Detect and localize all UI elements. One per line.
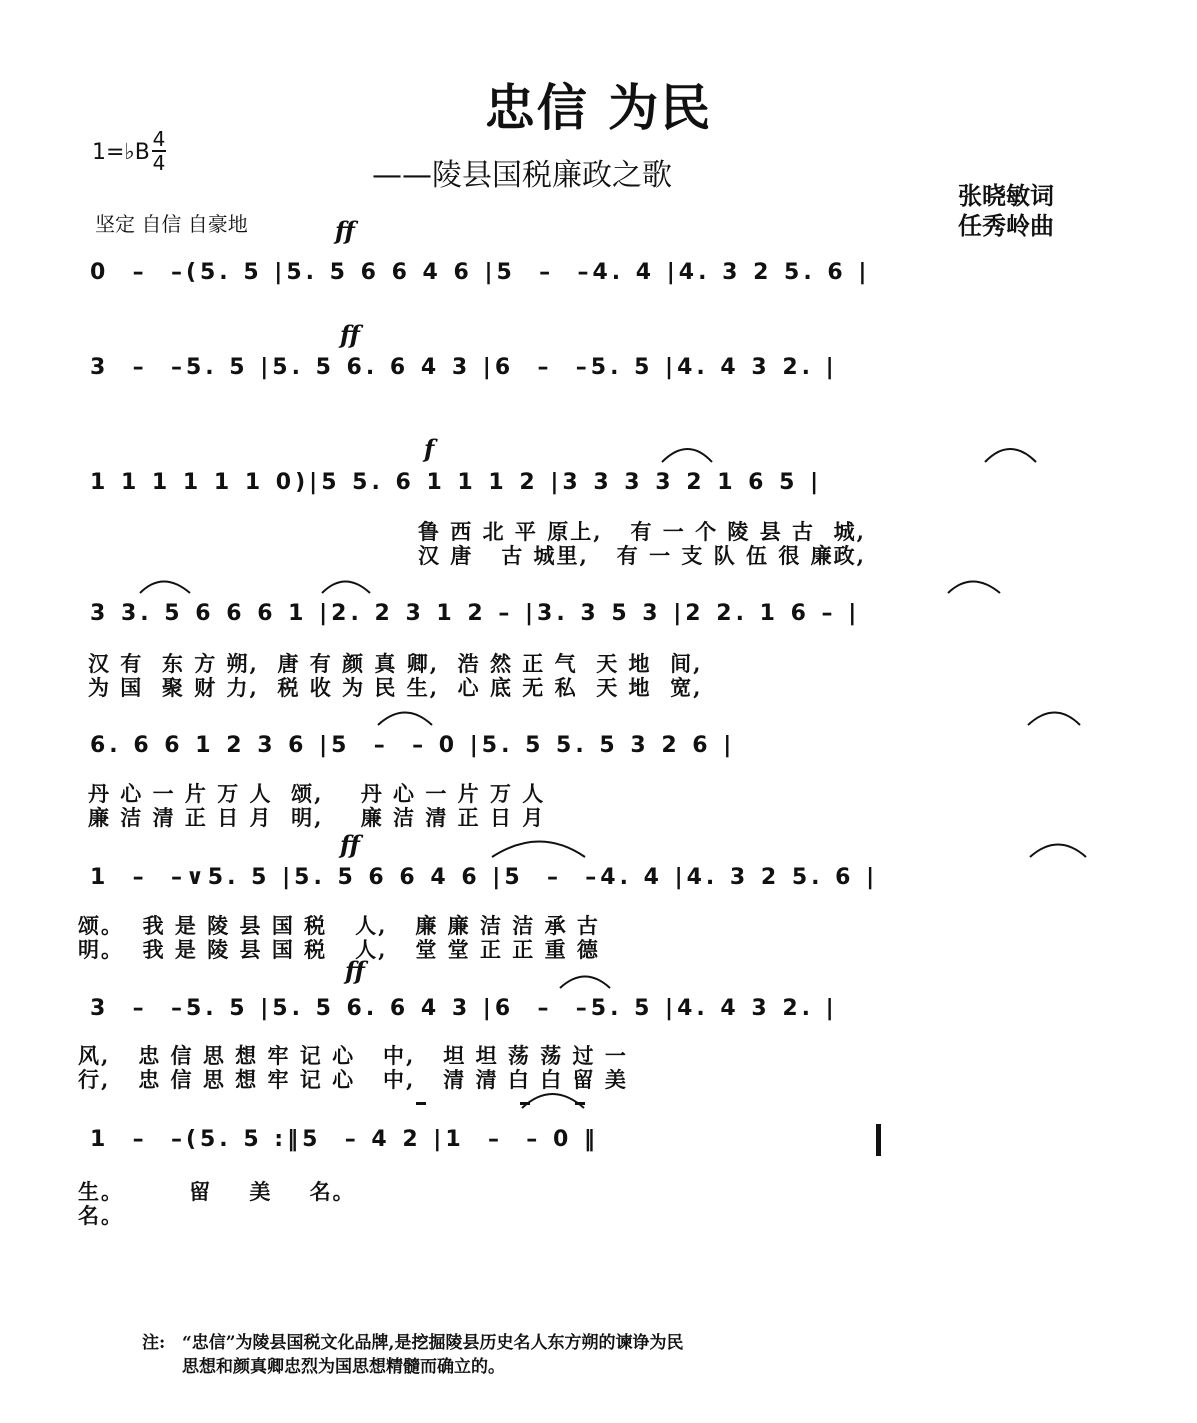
lyric-line-6b: 明。 我 是 陵 县 国 税 人, 堂 堂 正 正 重 德 — [78, 937, 600, 962]
slur — [378, 713, 432, 726]
lyric-line-7b: 行, 忠 信 思 想 牢 记 心 中, 清 清 白 白 留 美 — [78, 1067, 628, 1092]
notation-line-2: 3 – –5. 5 |5. 5 6. 6 4 3 |6 – –5. 5 |4. 4 3 2. | — [90, 355, 838, 380]
slur — [662, 449, 712, 462]
slur — [140, 582, 190, 594]
lyricist: 张晓敏词 — [958, 182, 1054, 210]
composer: 任秀岭曲 — [958, 212, 1054, 240]
slur — [522, 1094, 584, 1108]
lyric-line-8a: 生。 留 美 名。 — [78, 1179, 356, 1204]
slur — [560, 977, 610, 989]
notation-line-1: 0 – –(5. 5 |5. 5 6 6 4 6 |5 – –4. 4 |4. 3 2 5. 6 | — [90, 260, 871, 285]
slur — [322, 582, 370, 594]
notation-line-5: 6. 6 6 1 2 3 6 |5 – – 0 |5. 5 5. 5 3 2 6 | — [90, 733, 736, 758]
tempo-mark: 坚定 自信 自豪地 — [95, 212, 248, 236]
lyric-line-3b: 汉 唐 古 城里, 有 一 支 队 伍 很 廉政, — [418, 543, 866, 568]
notation-line-6: 1 – –∨5. 5 |5. 5 6 6 4 6 |5 – –4. 4 |4. 3 2 5. 6 | — [90, 865, 879, 890]
dynamic-ff-4: ff — [345, 956, 365, 985]
final-barline — [876, 1124, 881, 1156]
lyric-line-4b: 为 国 聚 财 力, 税 收 为 民 生, 心 底 无 私 天 地 宽, — [88, 675, 703, 700]
time-signature-bottom: 4 — [152, 151, 166, 175]
lyric-line-7a: 风, 忠 信 思 想 牢 记 心 中, 坦 坦 荡 荡 过 一 — [78, 1043, 628, 1068]
footnote-line-1: “忠信”为陵县国税文化品牌,是挖掘陵县历史名人东方朔的谏诤为民 — [182, 1333, 684, 1353]
dynamic-f: f — [424, 434, 435, 463]
lyric-line-8b: 名。 — [78, 1203, 124, 1228]
notation-line-4: 3 3. 5 6 6 6 1 |2. 2 3 1 2 – |3. 3 5 3 |2 2. 1 6 – | — [90, 601, 861, 626]
dynamic-ff-2: ff — [340, 320, 360, 349]
dynamic-ff-3: ff — [340, 830, 360, 859]
notation-line-7: 3 – –5. 5 |5. 5 6. 6 4 3 |6 – –5. 5 |4. 4 3 2. | — [90, 996, 838, 1021]
slur — [948, 582, 1000, 594]
lyric-line-6a: 颂。 我 是 陵 县 国 税 人, 廉 廉 洁 洁 承 古 — [78, 913, 600, 938]
key-signature: 1=♭B — [92, 140, 150, 165]
octave-mark — [520, 1102, 530, 1105]
notation-line-8: 1 – –(5. 5 :‖5 – 4 2 |1 – – 0 ‖ — [90, 1127, 599, 1152]
lyric-line-4a: 汉 有 东 方 朔, 唐 有 颜 真 卿, 浩 然 正 气 天 地 间, — [88, 651, 703, 676]
footnote-line-2: 思想和颜真卿忠烈为国思想精髓而确立的。 — [182, 1357, 505, 1377]
slur — [1028, 713, 1080, 726]
dynamic-ff-1: ff — [335, 216, 355, 245]
octave-mark — [416, 1102, 426, 1105]
lyric-line-5a: 丹 心 一 片 万 人 颂, 丹 心 一 片 万 人 — [88, 781, 546, 806]
time-signature-top: 4 — [152, 127, 166, 151]
octave-mark — [575, 1102, 585, 1105]
footnote-label: 注: — [142, 1333, 166, 1353]
lyric-line-5b: 廉 洁 清 正 日 月 明, 廉 洁 清 正 日 月 — [88, 805, 546, 830]
slur — [492, 842, 585, 858]
lyric-line-3a: 鲁 西 北 平 原上, 有 一 个 陵 县 古 城, — [418, 519, 866, 544]
song-title: 忠信 为民 — [484, 79, 713, 137]
slur — [985, 449, 1036, 462]
notation-line-3: 1 1 1 1 1 1 0)|5 5. 6 1 1 1 2 |3 3 3 3 2 1 6 5 | — [90, 470, 823, 495]
song-subtitle: ——陵县国税廉政之歌 — [372, 158, 672, 193]
slur — [1030, 845, 1086, 858]
